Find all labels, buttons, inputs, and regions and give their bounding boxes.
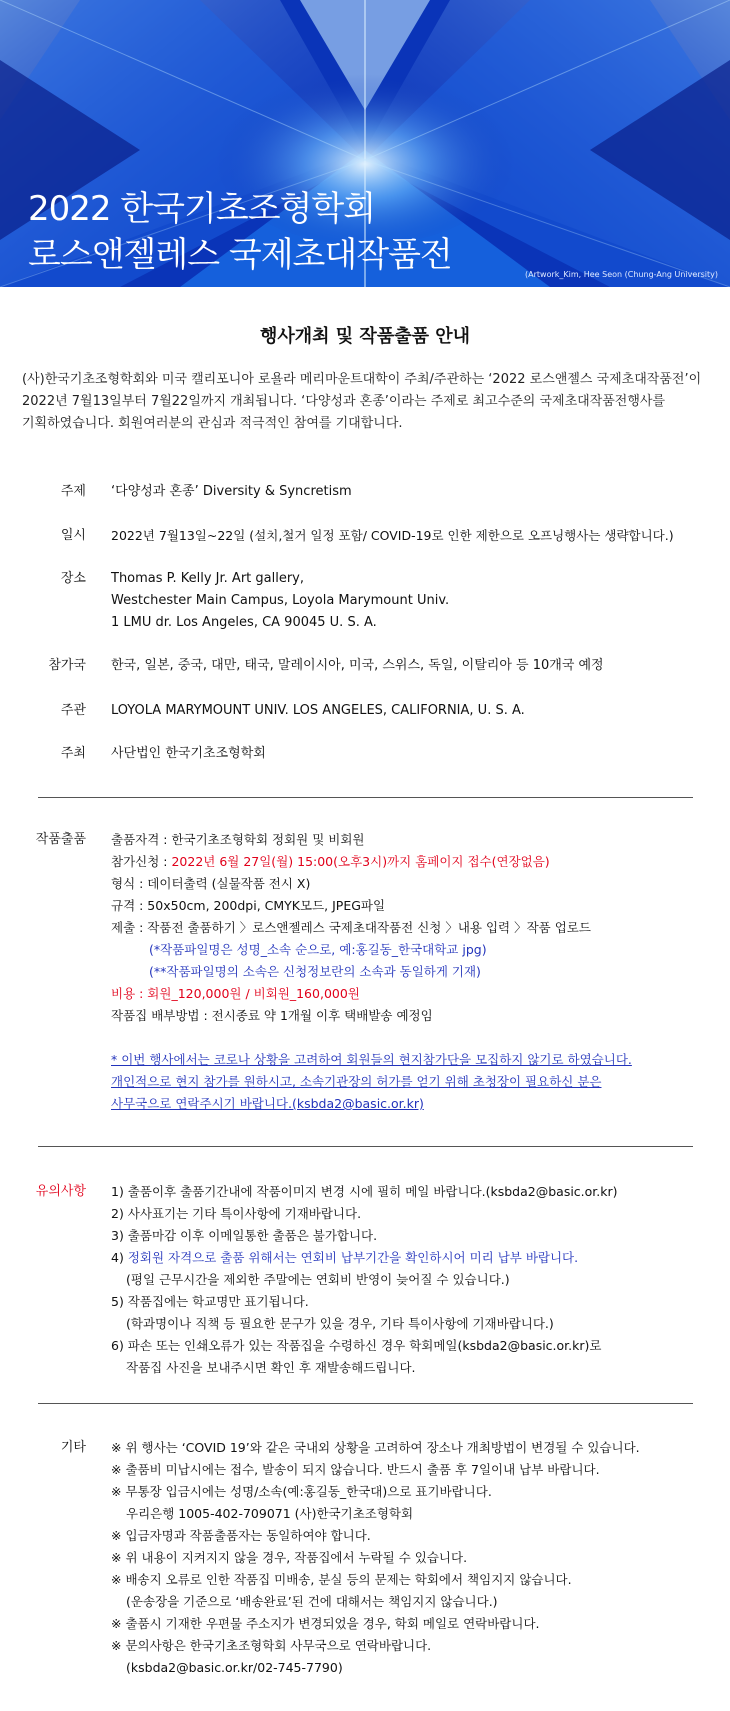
- info-label: 장소: [60, 571, 86, 586]
- etc-item: ※ 문의사항은 한국기초조형학회 사무국으로 연락바랍니다.: [111, 1638, 432, 1653]
- submission-note1: (*작품파일명은 성명_소속 순으로, 예:홍길동_한국대학교 jpg): [149, 942, 487, 957]
- etc-item: ※ 무통장 입금시에는 성명/소속(예:홍길동_한국대)으로 표기바랍니다.: [111, 1484, 492, 1499]
- etc-item: ※ 출품비 미납시에는 접수, 발송이 되지 않습니다. 반드시 출품 후 7일이내 납부 바랍니다.: [111, 1462, 600, 1477]
- etc-sub: 우리은행 1005-402-709071 (사)한국기초조형학회: [126, 1506, 414, 1521]
- submission-catalog: 작품집 배부방법 : 전시종료 약 1개월 이후 택배발송 예정임: [111, 1008, 433, 1023]
- covid-note-line: * 이번 행사에서는 코로나 상황을 고려하여 회원들의 현지참가단을 모집하지 않기로 하였습니다.: [111, 1052, 632, 1067]
- intro-paragraph: [22, 369, 712, 435]
- place-line: Thomas P. Kelly Jr. Art gallery,: [111, 571, 305, 586]
- info-label: 주관: [60, 703, 86, 718]
- info-label: 주제: [60, 484, 86, 499]
- intro-line: (사)한국기초조형학회와 미국 캘리포니아 로욜라 메리마운트대학이 주최/주관하는 ‘2022 로스앤젤스 국제초대작품전’이: [22, 372, 702, 387]
- submission-eligibility: 출품자격 : 한국기초조형학회 정회원 및 비회원: [111, 832, 365, 847]
- intro-line: 2022년 7월13일부터 7월22일까지 개최됩니다. ‘다양성과 혼종’이라는 주제로 최고수준의 국제초대작품전행사를: [22, 394, 666, 409]
- etc-item: ※ 배송지 오류로 인한 작품집 미배송, 분실 등의 문제는 학회에서 책임지지 않습니다.: [111, 1572, 572, 1587]
- info-value: 2022년 7월13일~22일 (설치,철거 일정 포함/ COVID-19로 인한 제한으로 오프닝행사는 생략합니다.): [111, 528, 674, 543]
- caution-number: 4): [111, 1250, 128, 1265]
- cautions-body: [111, 1181, 711, 1379]
- info-value: [111, 568, 711, 634]
- caution-item: [111, 1247, 711, 1269]
- info-label: 주최: [60, 746, 86, 761]
- spacer: [111, 1027, 711, 1049]
- info-value: 사단법인 한국기초조형학회: [111, 746, 266, 761]
- etc-item: ※ 위 내용이 지켜지지 않을 경우, 작품집에서 누락될 수 있습니다.: [111, 1550, 468, 1565]
- caution-sub: 작품집 사진을 보내주시면 확인 후 재발송해드립니다.: [126, 1360, 416, 1375]
- submission-fee: 비용 : 회원_120,000원 / 비회원_160,000원: [111, 986, 360, 1001]
- info-label: 참가국: [48, 658, 86, 673]
- notice-title: 행사개최 및 작품출품 안내: [259, 326, 471, 347]
- intro-line: 기획하였습니다. 회원여러분의 관심과 적극적인 참여를 기대합니다.: [22, 416, 403, 431]
- submission-note2: (**작품파일명의 소속은 신청정보란의 소속과 동일하게 기재): [149, 964, 481, 979]
- submission-spec: 규격 : 50x50cm, 200dpi, CMYK모드, JPEG파일: [111, 898, 386, 913]
- banner-credit: (Artwork_Kim, Hee Seon (Chung-Ang University): [525, 270, 718, 279]
- info-value: LOYOLA MARYMOUNT UNIV. LOS ANGELES, CALIFORNIA, U. S. A.: [111, 703, 525, 718]
- banner-title-line2: 로스앤젤레스 국제초대작품전: [28, 235, 452, 275]
- covid-note-line: 개인적으로 현지 참가를 원하시고, 소속기관장의 허가를 얻기 위해 초청장이 필요하신 분은: [111, 1074, 602, 1089]
- caution-item: 5) 작품집에는 학교명만 표기됩니다.: [111, 1294, 309, 1309]
- divider: [38, 1403, 693, 1404]
- submission-submit: 제출 : 작품전 출품하기 〉로스앤젤레스 국제초대작품전 신청 〉내용 입력 〉작품 업로드: [111, 920, 591, 935]
- submission-apply: [111, 851, 711, 873]
- caution-item: 6) 파손 또는 인쇄오류가 있는 작품집을 수령하신 경우 학회메일(ksbda2@basic.or.kr)로: [111, 1338, 602, 1353]
- submission-format: 형식 : 데이터출력 (실물작품 전시 X): [111, 876, 311, 891]
- etc-item: ※ 입금자명과 작품출품자는 동일하여야 합니다.: [111, 1528, 371, 1543]
- place-line: Westchester Main Campus, Loyola Marymount Univ.: [111, 593, 450, 608]
- apply-deadline: 2022년 6월 27일(월) 15:00(오후3시)까지 홈페이지 접수(연장없음): [171, 854, 550, 869]
- caution-sub: (학과명이나 직책 등 필요한 문구가 있을 경우, 기타 특이사항에 기재바랍니다.): [126, 1316, 554, 1331]
- info-value: ‘다양성과 혼종’ Diversity & Syncretism: [111, 484, 352, 499]
- etc-sub: (운송장을 기준으로 ‘배송완료’된 건에 대해서는 책임지지 않습니다.): [126, 1594, 498, 1609]
- etc-body: [111, 1437, 711, 1679]
- banner: [0, 0, 730, 287]
- caution-item: 2) 사사표기는 기타 특이사항에 기재바랍니다.: [111, 1206, 362, 1221]
- divider: [38, 1146, 693, 1147]
- banner-title-line1: 2022 한국기초조형학회: [28, 189, 376, 229]
- caution-item: 1) 출품이후 출품기간내에 작품이미지 변경 시에 필히 메일 바랍니다.(ksbda2@basic.or.kr): [111, 1184, 618, 1199]
- info-label: 일시: [60, 528, 86, 543]
- caution-sub: (평일 근무시간을 제외한 주말에는 연회비 반영이 늦어질 수 있습니다.): [126, 1272, 510, 1287]
- banner-title: [28, 186, 452, 278]
- etc-item: ※ 위 행사는 ‘COVID 19’와 같은 국내외 상황을 고려하여 장소나 개최방법이 변경될 수 있습니다.: [111, 1440, 640, 1455]
- etc-item: ※ 출품시 기재한 우편물 주소지가 변경되었을 경우, 학회 메일로 연락바랍니다.: [111, 1616, 540, 1631]
- etc-label: 기타: [60, 1440, 86, 1455]
- place-line: 1 LMU dr. Los Angeles, CA 90045 U. S. A.: [111, 615, 377, 630]
- caution-highlight: 정회원 자격으로 출품 위해서는 연회비 납부기간을 확인하시어 미리 납부 바랍니다.: [127, 1250, 579, 1265]
- info-value: 한국, 일본, 중국, 대만, 태국, 말레이시아, 미국, 스위스, 독일, 이탈리아 등 10개국 예정: [111, 658, 604, 673]
- covid-note-line: 사무국으로 연락주시기 바랍니다.(ksbda2@basic.or.kr): [111, 1096, 424, 1111]
- cautions-label: 유의사항: [35, 1184, 86, 1199]
- etc-sub: (ksbda2@basic.or.kr/02-745-7790): [126, 1660, 343, 1675]
- divider: [38, 797, 693, 798]
- apply-prefix: 참가신청 :: [111, 854, 172, 869]
- submission-label: 작품출품: [35, 832, 86, 847]
- submission-body: [111, 829, 711, 1115]
- caution-item: 3) 출품마감 이후 이메일통한 출품은 불가합니다.: [111, 1228, 378, 1243]
